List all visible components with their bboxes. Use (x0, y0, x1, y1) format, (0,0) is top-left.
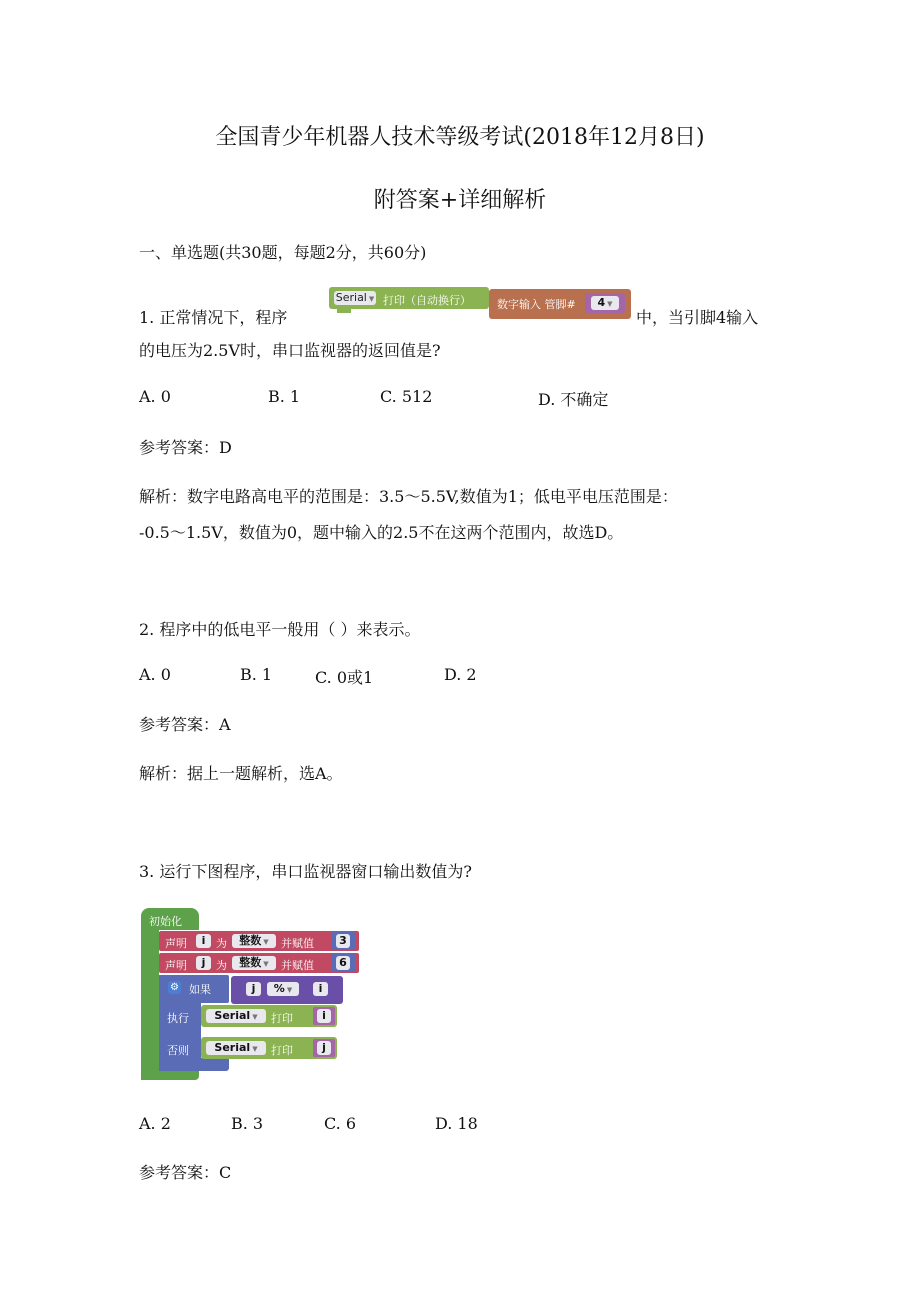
q3-print-label: 打印 (271, 1012, 293, 1025)
q3-value-j: 6 (339, 956, 347, 969)
q1-code-block (329, 287, 631, 319)
q3-print-var-j: j (322, 1041, 326, 1054)
q3-else-label: 否则 (167, 1044, 189, 1057)
q3-serial-label: Serial (214, 1041, 251, 1054)
q3-assign-label: 并赋值 (281, 959, 314, 972)
document-title: 全国青少年机器人技术等级考试(2018年12月8日) (215, 125, 705, 150)
q1-pin-value: 4 (597, 296, 606, 309)
gear-icon[interactable]: ⚙ (168, 981, 181, 994)
q1-read-label: 数字输入 管脚# (497, 298, 576, 311)
q2-option-b: B. 1 (240, 665, 273, 684)
q1-option-b: B. 1 (268, 387, 301, 406)
q1-print-label: 打印（自动换行） (383, 294, 471, 307)
dropdown-arrow-icon: ▼ (263, 960, 269, 968)
dropdown-arrow-icon: ▼ (252, 1013, 258, 1021)
q2-option-a: A. 0 (139, 665, 171, 684)
dropdown-arrow-icon: ▼ (252, 1045, 258, 1053)
q1-option-c: C. 512 (380, 387, 433, 406)
q3-var-j: j (201, 956, 206, 969)
q3-as-label: 为 (216, 959, 227, 972)
dropdown-arrow-icon: ▼ (263, 938, 269, 946)
q3-code-block (141, 908, 363, 1080)
q1-analysis-line2: -0.5～1.5V，数值为0，题中输入的2.5不在这两个范围内，故选D。 (139, 523, 624, 542)
q3-declare-label: 声明 (165, 937, 187, 950)
q3-assign-label: 并赋值 (281, 937, 314, 950)
q3-option-b: B. 3 (231, 1114, 264, 1133)
q1-suffix: 中，当引脚4输入 (636, 308, 759, 327)
q3-init-label: 初始化 (149, 915, 182, 928)
q2-analysis: 解析：据上一题解析，选A。 (139, 764, 343, 783)
q3-option-a: A. 2 (139, 1114, 171, 1133)
q3-print-var-i: i (322, 1009, 326, 1022)
q2-option-d: D. 2 (444, 665, 477, 684)
q3-var-i: i (201, 934, 206, 947)
q3-type-label: 整数 (239, 956, 262, 969)
q1-serial-label: Serial (335, 291, 367, 304)
section-heading: 一、单选题(共30题，每题2分，共60分) (139, 243, 427, 262)
q3-mod-operator: % (273, 982, 285, 995)
dropdown-arrow-icon: ▼ (286, 986, 293, 994)
q3-text: 3. 运行下图程序，串口监视器窗口输出数值为? (139, 862, 472, 881)
document-subtitle: 附答案+详细解析 (373, 188, 547, 213)
dropdown-arrow-icon: ▼ (368, 295, 375, 303)
q1-option-a: A. 0 (139, 387, 171, 406)
q3-do-label: 执行 (167, 1012, 189, 1025)
q3-value-i: 3 (339, 934, 347, 947)
q1-option-d: D. 不确定 (538, 390, 609, 409)
q1-analysis-line1: 解析：数字电路高电平的范围是：3.5～5.5V,数值为1；低电平电压范围是： (139, 487, 678, 506)
q3-cond-var-j: j (251, 982, 256, 995)
q3-if-label: 如果 (189, 983, 211, 996)
dropdown-arrow-icon: ▼ (607, 300, 613, 308)
q1-answer: 参考答案：D (139, 438, 232, 457)
q3-declare-label: 声明 (165, 959, 187, 972)
q3-answer: 参考答案：C (139, 1163, 232, 1182)
q3-as-label: 为 (216, 937, 227, 950)
q3-serial-label: Serial (214, 1009, 251, 1022)
q1-prefix: 1. 正常情况下，程序 (139, 308, 288, 327)
q3-cond-var-i: i (318, 982, 323, 995)
q1-text-line2: 的电压为2.5V时，串口监视器的返回值是? (139, 341, 441, 360)
q3-print-label: 打印 (271, 1044, 293, 1057)
q3-option-c: C. 6 (324, 1114, 357, 1133)
q2-answer: 参考答案：A (139, 715, 231, 734)
q2-option-c: C. 0或1 (315, 668, 374, 687)
q2-text: 2. 程序中的低电平一般用（ ）来表示。 (139, 620, 421, 639)
q3-type-label: 整数 (239, 934, 262, 947)
q3-option-d: D. 18 (435, 1114, 478, 1133)
